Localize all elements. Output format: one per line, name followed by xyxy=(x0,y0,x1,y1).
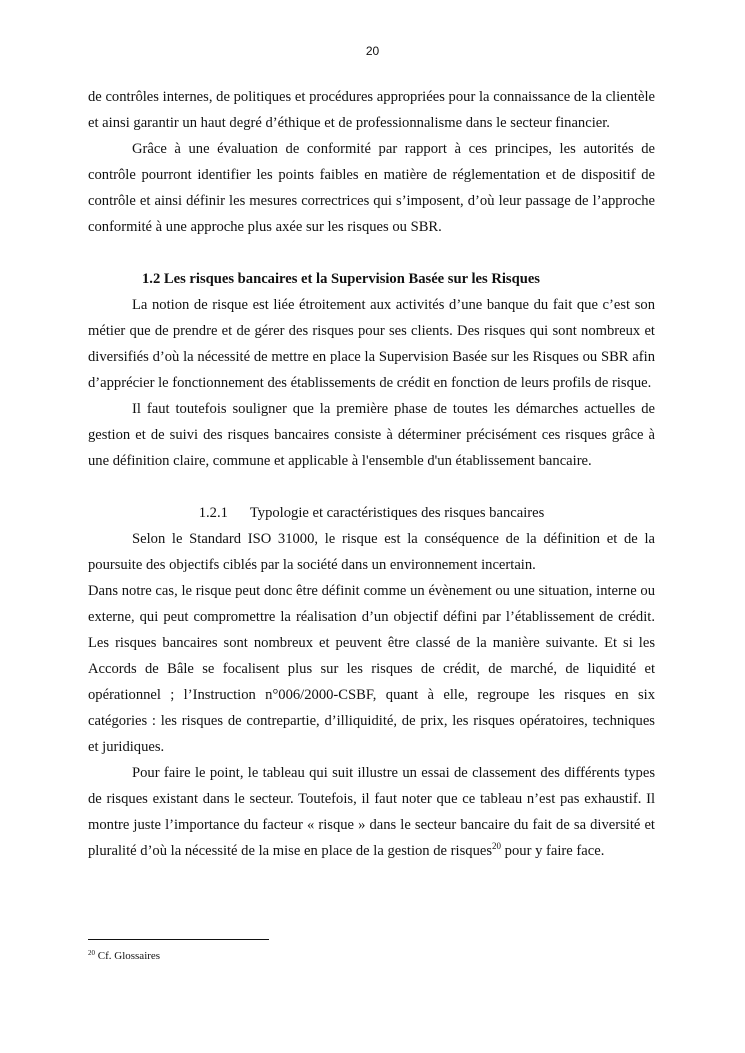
paragraph-table-intro-end: pour y faire face. xyxy=(501,843,605,859)
paragraph-first-phase: Il faut toutefois souligner que la première phase de toutes les démarches actuelles de gestion et de suivi des risques bancaires consiste à déterminer précisément ces risques grâce à une définition claire, commune et applicable à l'ensemble d'un établissement bancaire. xyxy=(88,401,655,469)
paragraph-risk-notion: La notion de risque est liée étroitement aux activités d’une banque du fait que c’est son métier que de prendre et de gérer des risques pour ses clients. Des risques qui sont nombreux et diversifiés d’où la nécessité de mettre en place la Supervision Basée sur les Risques ou SBR afin d’apprécier le fonctionnement des établissements de crédit en fonction de leurs profils de risque. xyxy=(88,297,655,391)
section-heading-1-2: 1.2 Les risques bancaires et la Supervision Basée sur les Risques xyxy=(142,271,540,287)
footnote-reference[interactable]: 20 xyxy=(492,841,502,851)
paragraph-table-intro-text: Pour faire le point, le tableau qui suit illustre un essai de classement des différents types de risques existant dans le secteur. Toutefois, il faut noter que ce tableau n’est pas exhaustif. Il montre juste l’importance du facteur « risque » dans le secteur bancaire du fait de sa diversité et pluralité d’où la nécessité de la mise en place de la gestion de risques xyxy=(88,765,655,859)
body-text xyxy=(88,84,655,864)
paragraph-iso-31000: Selon le Standard ISO 31000, le risque est la conséquence de la définition et de la poursuite des objectifs ciblés par la société dans un environnement incertain. xyxy=(88,531,655,573)
paragraph-table-intro xyxy=(88,760,655,864)
subsection-heading-1-2-1 xyxy=(88,500,655,526)
paragraph-risk-definition: Dans notre cas, le risque peut donc être définit comme un évènement ou une situation, interne ou externe, qui peut compromettre la réalisation d’un objectif défini par l’établissement de crédit. Les risques bancaires sont nombreux et peuvent être classé de la manière suivante. Et si les Accords de Bâle se focalisent plus sur les risques de crédit, de marché, de liquidité et opérationnel ; l’Instruction n°006/2000-CSBF, quant à elle, regroupe les risques en six catégories : les risques de contrepartie, d’illiquidité, de prix, les risques opératoires, techniques et juridiques. xyxy=(88,583,655,755)
footnote-separator xyxy=(88,939,269,940)
paragraph-conformity: Grâce à une évaluation de conformité par rapport à ces principes, les autorités de contrôle pourront identifier les points faibles en matière de réglementation et de dispositif de contrôle et ainsi définir les mesures correctrices qui s’imposent, d’où leur passage de l’approche conformité à une approche plus axée sur les risques ou SBR. xyxy=(88,141,655,235)
footnote-marker: 20 xyxy=(88,949,95,957)
spacer xyxy=(88,474,655,500)
subsection-number: 1.2.1 xyxy=(198,505,228,521)
subsection-title: Typologie et caractéristiques des risques bancaires xyxy=(249,505,545,521)
footnote-text: Cf. Glossaires xyxy=(95,950,161,962)
page-number: 20 xyxy=(365,44,380,58)
spacer xyxy=(88,240,655,266)
footnote xyxy=(88,949,160,963)
paragraph-continuation: de contrôles internes, de politiques et procédures appropriées pour la connaissance de la clientèle et ainsi garantir un haut degré d’éthique et de professionnalisme dans le secteur financier. xyxy=(88,89,655,131)
